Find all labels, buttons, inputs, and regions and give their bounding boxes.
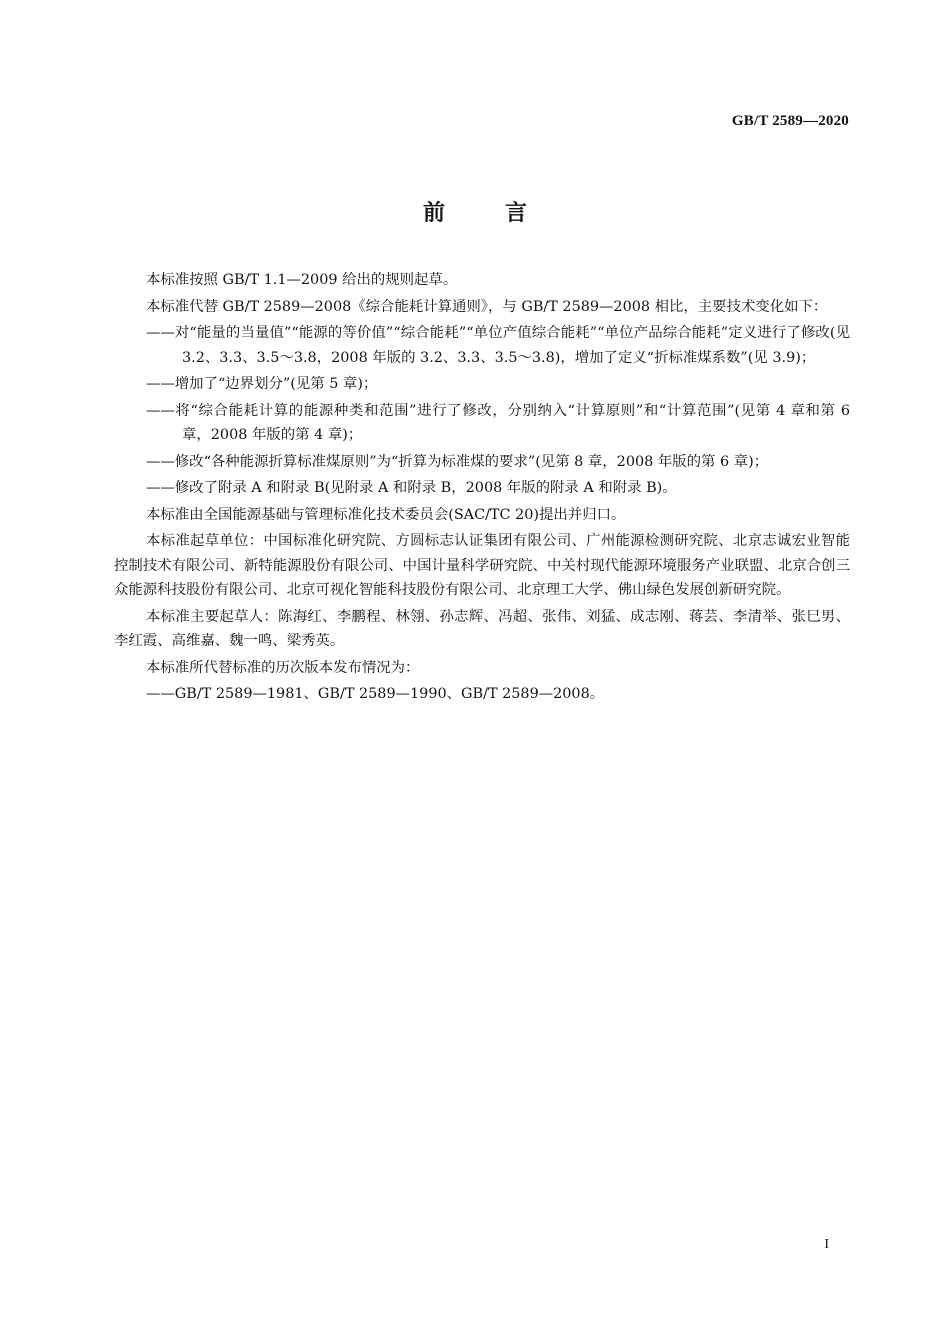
- page-number: I: [824, 1237, 829, 1252]
- change-item-boundary: ——增加了“边界划分”(见第 5 章)；: [146, 376, 378, 392]
- change-item-definitions: ——对“能量的当量值”“能源的等价值”“综合能耗”“单位产值综合能耗”“单位产品综合能耗”定义进行了修改(见 3.2、3.3、3.5～3.8，2008 年版的 3.2、3.3、3.5～3.8)，增加了定义“折标准煤系数”(见 3.9)；: [146, 325, 850, 366]
- paragraph-drafters: 本标准主要起草人：陈海红、李鹏程、林翎、孙志辉、冯超、张伟、刘猛、成志刚、蒋芸、李清举、张巳男、李红霞、高维嘉、魏一鸣、梁秀英。: [114, 608, 850, 649]
- foreword-body: [114, 268, 850, 709]
- page-title: 前言: [422, 201, 587, 226]
- change-item-annex: ——修改了附录 A 和附录 B(见附录 A 和附录 B，2008 年版的附录 A 和附录 B)。: [146, 480, 677, 496]
- paragraph-history-intro: 本标准所代替标准的历次版本发布情况为：: [146, 659, 420, 676]
- paragraph-replaces: 本标准代替 GB/T 2589—2008《综合能耗计算通则》，与 GB/T 2589—2008 相比，主要技术变化如下：: [146, 298, 828, 315]
- paragraph-drafting-rules: 本标准按照 GB/T 1.1—2009 给出的规则起草。: [146, 272, 458, 288]
- standard-number: GB/T 2589—2020: [731, 113, 849, 129]
- change-item-conversion: ——修改“各种能源折算标准煤原则”为“折算为标准煤的要求”(见第 8 章，2008 年版的第 6 章)；: [146, 453, 769, 470]
- history-item: ——GB/T 2589—1981、GB/T 2589—1990、GB/T 2589—2008。: [146, 686, 605, 702]
- paragraph-drafting-units: 本标准起草单位：中国标准化研究院、方圆标志认证集团有限公司、广州能源检测研究院、北京志诚宏业智能控制技术有限公司、新特能源股份有限公司、中国计量科学研究院、中关村现代能源环境服务产业联盟、北京合创三众能源科技股份有限公司、北京可视化智能科技股份有限公司、北京理工大学、佛山绿色发展创新研究院。: [114, 533, 850, 598]
- change-item-energy-types: ——将“综合能耗计算的能源种类和范围”进行了修改，分别纳入“计算原则”和“计算范围”(见第 4 章和第 6 章，2008 年版的第 4 章)；: [146, 402, 850, 443]
- paragraph-proposed-by: 本标准由全国能源基础与管理标准化技术委员会(SAC/TC 20)提出并归口。: [146, 506, 626, 523]
